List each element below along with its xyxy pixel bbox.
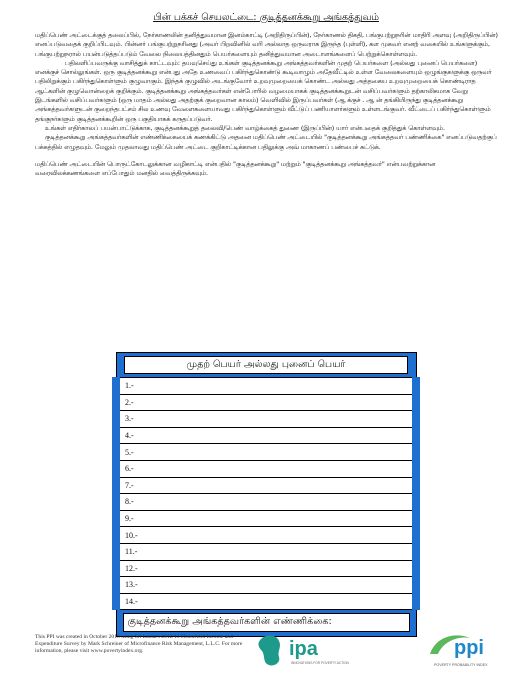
roster-row: [116, 460, 416, 477]
roster-row: [116, 427, 416, 444]
roster-entry-field[interactable]: 6.-: [116, 460, 416, 477]
footer-note: This PPI was created in October 2016 using Sri Lanka's 2012/13 Household Income and Expenditure Survey by Mark Schreiner of Microfinance Risk Management, L.L.C. For more information, please visit www.povertyindex.org.: [35, 634, 243, 654]
roster-entry-field[interactable]: 8.-: [116, 494, 416, 511]
roster-row: [116, 510, 416, 527]
roster-row: [116, 527, 416, 544]
roster-row: [116, 444, 416, 461]
roster-entry-field[interactable]: 1.-: [116, 378, 416, 395]
roster-row: [116, 494, 416, 511]
roster-entry-field[interactable]: 12.-: [116, 560, 416, 577]
ppi-logo: [426, 628, 506, 672]
roster-row: [116, 543, 416, 560]
roster-row: [116, 411, 416, 428]
roster-row: [116, 577, 416, 594]
roster-entry-field[interactable]: 2.-: [116, 394, 416, 411]
roster-entry-field[interactable]: 9.-: [116, 510, 416, 527]
svg-text:INNOVATIONS FOR POVERTY ACTION: INNOVATIONS FOR POVERTY ACTION: [291, 661, 349, 665]
roster-row: [116, 477, 416, 494]
roster-row: [116, 394, 416, 411]
ipa-logo: [255, 631, 355, 671]
roster-row: [116, 560, 416, 577]
roster-entry-field[interactable]: 4.-: [116, 427, 416, 444]
instructions: [35, 31, 501, 178]
roster-entry-field[interactable]: 13.-: [116, 577, 416, 594]
instruction-paragraph-4: குடித்தனக்கூறு அங்கத்தவர்களின் எண்ணிக்கையைக் கணக்கிட்டு அதனை மதிப்பெண் அட்டையில் "குடித்தனக்கூறு அங்கத்தவர் பண்ணிக்கை" எனப்படுவதற்குப் பக்கத்தில் எழுதவும். மேலும் முதலாவது மதிப்பெண் அட்டை குறிகாட்டிக்கான பதிலுக்கு அவ் மாகாணப் பண்பைச் சுட்டுக்.: [35, 134, 497, 151]
instruction-paragraph-2: பதிலளிப்பவருக்கு வாசித்துக் காட்டவும்: தயவுசெய்து உங்கள் குடித்தனக்கூறு அங்கத்தவர்களின் முதற் பெயர்களை (அல்லது புனைப் பெயர்களை) எனக்குச் சொல்லுங்கள். ஒரு குடித்தனக்கூறு என்பது அதே உணவைப் பகிர்ந்துகொண்டு கூடிவாழும் அதேவீட்டில் உள்ள வேலைகளையும் ஒழுங்குகளுக்கு ஒருவர் பதிலிறுக்கும் பகிர்ந்துகொள்ளும் குழுவாகும். இந்தக் குழுவில் அடங்குவோர் உறவுமுறையைக் கொண்ட அல்லது அத்தகைய உறவுமுறையைக் கொண்டிராத ஆட்களின் குழுவொன்றைக் குறிக்கும். குடித்தனக்கூறு அங்கத்தவர்கள் என்போரில் வழமையாகக் குடித்தனக்கூறுடன் வசிப்பவர்களும் தற்காலிகமாக வேறு இடங்களில் வசிப்பவர்களும் (ஒரு மாதம் அல்லது அதற்குக் குறைவான காலம்) வெளிவில் இருப்பவர்கள் (ஆ க்குச் . ஆ ன் தங்கியிருந்து குடித்தனக்கூறு அங்கத்தவர்களுடன் குறைந்தபட்சம் சில உணவு வேளைகளையாவது பகிர்ந்துகொள்ளும் வீட்டுப் பணியாளர்களும் உள்ளடங்குவர். வீட்டைப் பகிர்ந்துகொள்ளும் தங்குநர்களும் குடித்தனக்கூறின் ஒரு பகுதியாகக் கருதப்படுவர்.: [35, 59, 492, 123]
roster-row: [116, 378, 416, 395]
instruction-paragraph-3: உங்கள் எதிர்காலப் பயன்பாட்டுக்காக, குடித்தனக்கூறுத் தலைவி/பெண் வாழ்க்கைத் துணை (இருப்பின்) யார் என்பதைக் குறித்துக் கொள்ளவும்.: [45, 124, 445, 132]
svg-text:ipa: ipa: [289, 638, 318, 660]
svg-text:POVERTY PROBABILITY INDEX: POVERTY PROBABILITY INDEX: [434, 663, 488, 667]
instruction-paragraph-5: மதிப்பெண் அட்டையின் பொருட்கோடலுக்கான வழிகாட்டி என்பதில் "குடித்தனக்கூறு" மற்றும் "குடித்தனக்கூறு அங்கத்தவர்" என்பவற்றுக்கான வரைவிலக்கணங்களை எப்போதும் மனதில் வைத்திருக்கவும்.: [35, 160, 436, 178]
page-title: பின் பக்கச் செயலட்டை: குடித்தனக்கூறு அங்கத்துவம்: [153, 12, 379, 23]
roster-entry-field[interactable]: 3.-: [116, 411, 416, 428]
member-count-field[interactable]: குடித்தனக்கூறு அங்கத்தவர்களின் எண்ணிக்கை:: [123, 613, 410, 632]
roster-entry-field[interactable]: 7.-: [116, 477, 416, 494]
roster-header: [116, 353, 416, 378]
roster-entry-field[interactable]: 14.-: [116, 593, 416, 610]
svg-text:ppi: ppi: [454, 637, 484, 659]
household-roster-table: [112, 352, 420, 637]
instruction-paragraph-1: மதிப்பெண் அட்டைக்குத் தலைப்பில், நேர்காணலின் தனித்துவமான இனம்காட்டி (அறிதிருப்பின்), நேர்காணல் திகதி, பங்குபற்றுநரின் மாதிரி அளவு (அறிதிருப்பின்) எனப்படுவதைக் குறிப்பிடவும். பின்னர் பங்குபற்றுநரினது (அவர் பிறவினில் வரி அல்லாத ஒருவராக இருந்த (புள்ளி), கள முகவர் எனற் வகையில் உங்களுக்கும், பங்குபற்றுநரால் பயன்படுத்தப்படும் வேலை நிலையத்தினதும் பெயர்களையும் தனித்துவமான அடைாளங்களைப் பெற்றுக்கொள்ளவும்.: [35, 32, 498, 58]
roster-entry-field[interactable]: 11.-: [116, 543, 416, 560]
roster-header-label: முதற் பெயர் அல்லது புனைப் பெயர்: [124, 356, 408, 374]
roster-entry-field[interactable]: 10.-: [116, 527, 416, 544]
africa-map-icon: [258, 635, 280, 665]
roster-entry-field[interactable]: 5.-: [116, 444, 416, 461]
roster-row: [116, 593, 416, 610]
